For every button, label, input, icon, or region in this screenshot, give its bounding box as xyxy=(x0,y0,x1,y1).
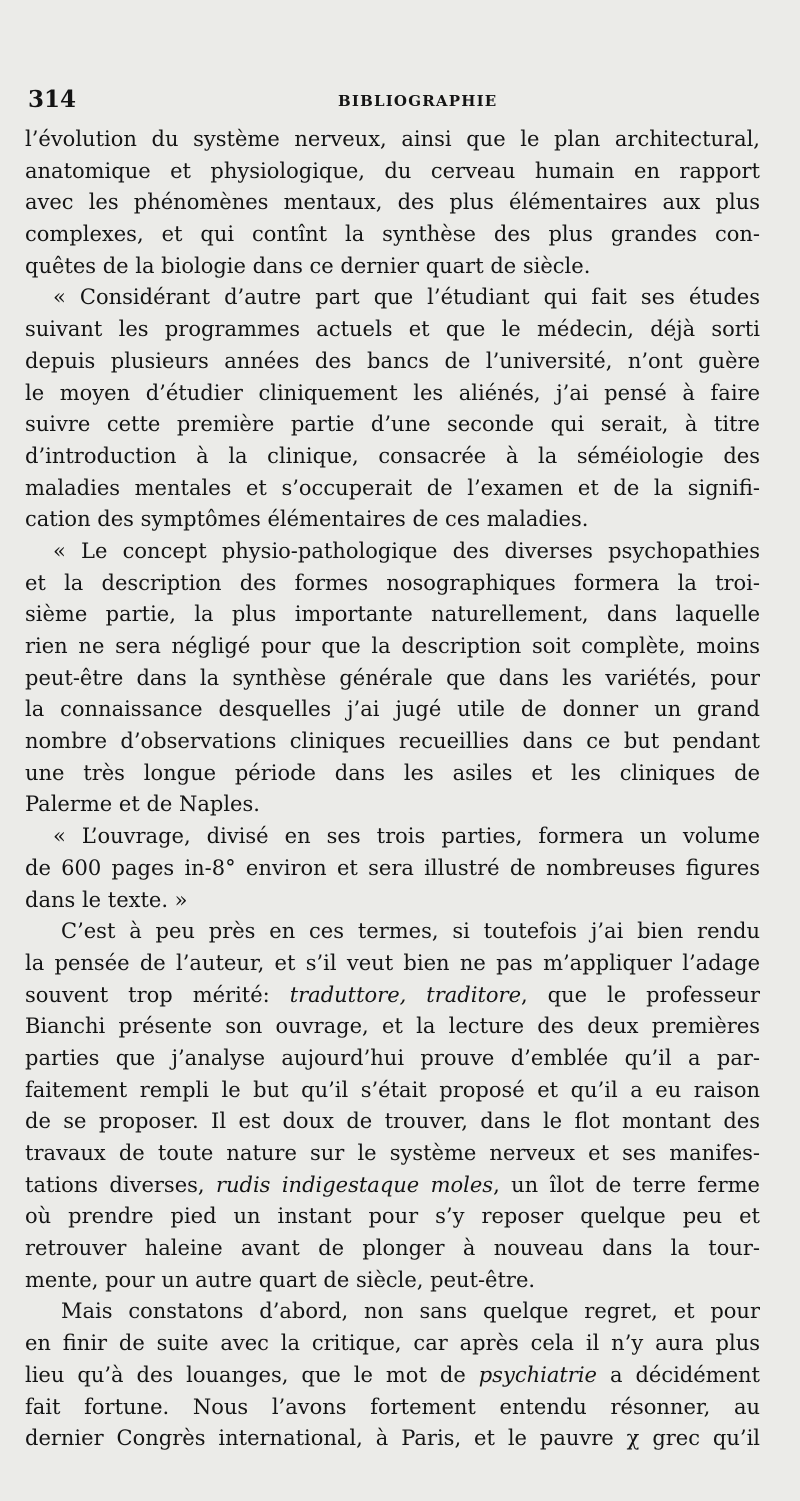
text-line: travaux de toute nature sur le système nerveux et ses manifes- xyxy=(25,1141,760,1165)
running-head: BIBLIOGRAPHIE xyxy=(338,92,498,110)
text-line xyxy=(25,1360,760,1392)
body-text xyxy=(25,124,760,1455)
text-line: peut-être dans la synthèse générale que dans les variétés, pour xyxy=(25,665,760,690)
line-segment: , un îlot de terre ferme xyxy=(493,1172,760,1197)
text-line: C’est à peu près en ces termes, si toutefois j’ai bien rendu xyxy=(61,919,760,944)
italic-phrase: psychiatrie xyxy=(478,1362,597,1387)
text-line: la connaissance desquelles j’ai jugé utile de donner un grand xyxy=(25,697,760,722)
text-line: « L’ouvrage, divisé en ses trois parties, formera un volume xyxy=(53,824,760,849)
text-line: la pensée de l’auteur, et s’il veut bien ne pas m’appliquer l’adage xyxy=(25,950,760,975)
text-line: avec les phénomènes mentaux, des plus élémentaires aux plus xyxy=(25,190,760,215)
line-segment: souvent trop mérité: xyxy=(25,982,290,1007)
text-line: rien ne sera négligé pour que la description soit complète, moins xyxy=(25,634,760,658)
text-line: maladies mentales et s’occuperait de l’examen et de la signifi- xyxy=(25,475,760,500)
text-line: quêtes de la biologie dans ce dernier quart de siècle. xyxy=(25,253,591,278)
text-line: et la description des formes nosographiques formera la troi- xyxy=(25,570,760,595)
text-line: une très longue période dans les asiles et les cliniques de xyxy=(25,760,760,785)
text-line: fait fortune. Nous l’avons fortement entendu résonner, au xyxy=(25,1394,760,1419)
text-line: faitement rempli le but qu’il s’était proposé et qu’il a eu raison xyxy=(25,1077,760,1102)
text-line: Palerme et de Naples. xyxy=(25,792,260,817)
text-line: le moyen d’étudier cliniquement les aliénés, j’ai pensé à faire xyxy=(25,380,760,405)
text-line: cation des symptômes élémentaires de ces maladies. xyxy=(25,507,589,532)
text-line: l’évolution du système nerveux, ainsi que le plan architectural, xyxy=(25,127,760,151)
text-line: nombre d’observations cliniques recueillies dans ce but pendant xyxy=(25,729,760,754)
text-line: où prendre pied un instant pour s’y reposer quelque peu et xyxy=(25,1204,760,1229)
text-line: suivre cette première partie d’une seconde qui serait, à titre xyxy=(25,412,760,437)
text-line: complexes, et qui contînt la synthèse des plus grandes con- xyxy=(25,222,760,247)
text-line xyxy=(25,980,760,1012)
page-header xyxy=(28,86,748,116)
line-segment: a décidément xyxy=(596,1362,760,1387)
text-line: dernier Congrès international, à Paris, et le pauvre χ grec qu’il xyxy=(25,1426,760,1451)
italic-phrase: rudis indigestaque moles xyxy=(215,1172,494,1197)
text-line: d’introduction à la clinique, consacrée à la séméiologie des xyxy=(25,443,760,468)
text-line: retrouver haleine avant de plonger à nouveau dans la tour- xyxy=(25,1236,760,1261)
text-line: dans le texte. » xyxy=(25,887,188,912)
line-segment: tations diverses, xyxy=(25,1172,216,1197)
text-line: « Le concept physio-pathologique des diverses psychopathies xyxy=(53,538,760,563)
text-line: de se proposer. Il est doux de trouver, dans le flot montant des xyxy=(25,1109,760,1134)
page-number: 314 xyxy=(28,86,77,113)
text-line: « Considérant d’autre part que l’étudiant qui fait ses études xyxy=(53,285,760,310)
text-line: suivant les programmes actuels et que le médecin, déjà sorti xyxy=(25,317,760,342)
text-line: mente, pour un autre quart de siècle, peut-être. xyxy=(25,1267,536,1292)
text-line: anatomique et physiologique, du cerveau humain en rapport xyxy=(25,158,760,183)
text-line: Bianchi présente son ouvrage, et la lecture des deux premières xyxy=(25,1014,760,1039)
text-line: depuis plusieurs années des bancs de l’université, n’ont guère xyxy=(25,348,760,373)
line-segment: lieu qu’à des louanges, que le mot de xyxy=(25,1362,479,1387)
text-line xyxy=(25,1170,760,1202)
text-line: en finir de suite avec la critique, car après cela il n’y aura plus xyxy=(25,1331,760,1356)
line-segment: , que le professeur xyxy=(521,982,760,1007)
text-line: de 600 pages in-8° environ et sera illustré de nombreuses figures xyxy=(25,855,760,880)
text-line: parties que j’analyse aujourd’hui prouve d’emblée qu’il a par- xyxy=(25,1045,760,1070)
text-line: Mais constatons d’abord, non sans quelque regret, et pour xyxy=(61,1299,760,1324)
italic-phrase: traduttore, traditore xyxy=(289,982,522,1007)
text-line: sième partie, la plus importante naturellement, dans laquelle xyxy=(25,602,760,627)
